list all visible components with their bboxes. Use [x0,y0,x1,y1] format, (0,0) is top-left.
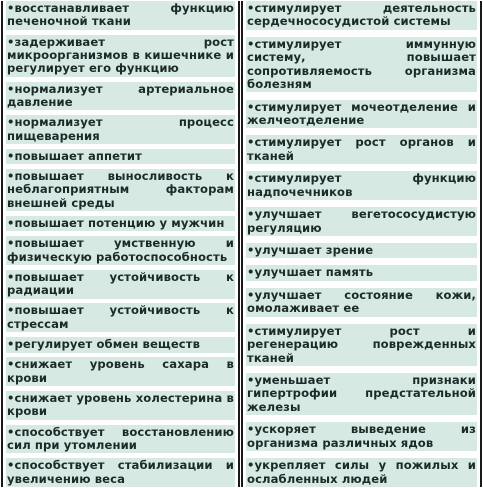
list-item: •улучшает зрение [246,243,477,260]
list-item: •стимулирует функцию надпочечников [246,171,477,202]
list-item: •улучшает состояние кожи, омолаживает ее [246,288,477,319]
list-item: •регулирует обмен веществ [6,337,235,354]
list-item: •улучшает вегетососудистую регуляцию [246,207,477,238]
list-item: •уменьшает признаки гипертрофии предстательной железы [246,373,477,417]
list-item: •снижает уровень сахара в крови [6,357,235,388]
list-item: •стимулирует иммунную систему, повышает сопротивляемость организма болезням [246,37,477,95]
list-item: •стимулирует мочеотделение и желчеотделение [246,100,477,131]
list-item: •укрепляет силы у пожилых и ослабленных людей [247,458,476,486]
list-item: •ускоряет выведение из организма различных ядов [246,422,477,453]
list-item: •снижает уровень холестерина в крови [6,391,235,422]
list-item: •способствует стабилизации и увеличению веса [7,458,234,486]
list-item: •нормализует процесс пищеварения [6,115,235,146]
benefits-table [1,1,482,487]
list-item: •повышает потенцию у мужчин [6,216,235,233]
list-item: •повышает устойчивость к радиации [6,270,235,301]
list-item: •повышает устойчивость к стрессам [6,303,235,334]
list-item: •восстанавливает функцию печеночной ткани [6,1,235,32]
list-item: •способствует восстановлению сил при утомлении [6,425,235,456]
right-column [241,1,482,487]
list-item: •повышает умственную и физическую работоспособность [6,236,235,267]
left-column [1,1,240,487]
list-item: •повышает выносливость к неблагоприятным факторам внешней среды [6,169,235,213]
list-item: •улучшает память [246,265,477,282]
list-item: •стимулирует деятельность сердечнососудистой системы [246,1,477,32]
list-item: •нормализует артериальное давление [6,82,235,113]
list-item: •повышает аппетит [6,149,235,166]
list-item: •задерживает рост микроорганизмов в кишечнике и регулирует его функцию [6,35,235,79]
list-item: •стимулирует рост органов и тканей [246,135,477,166]
list-item: •стимулирует рост и регенерацию поврежденных тканей [246,324,477,368]
